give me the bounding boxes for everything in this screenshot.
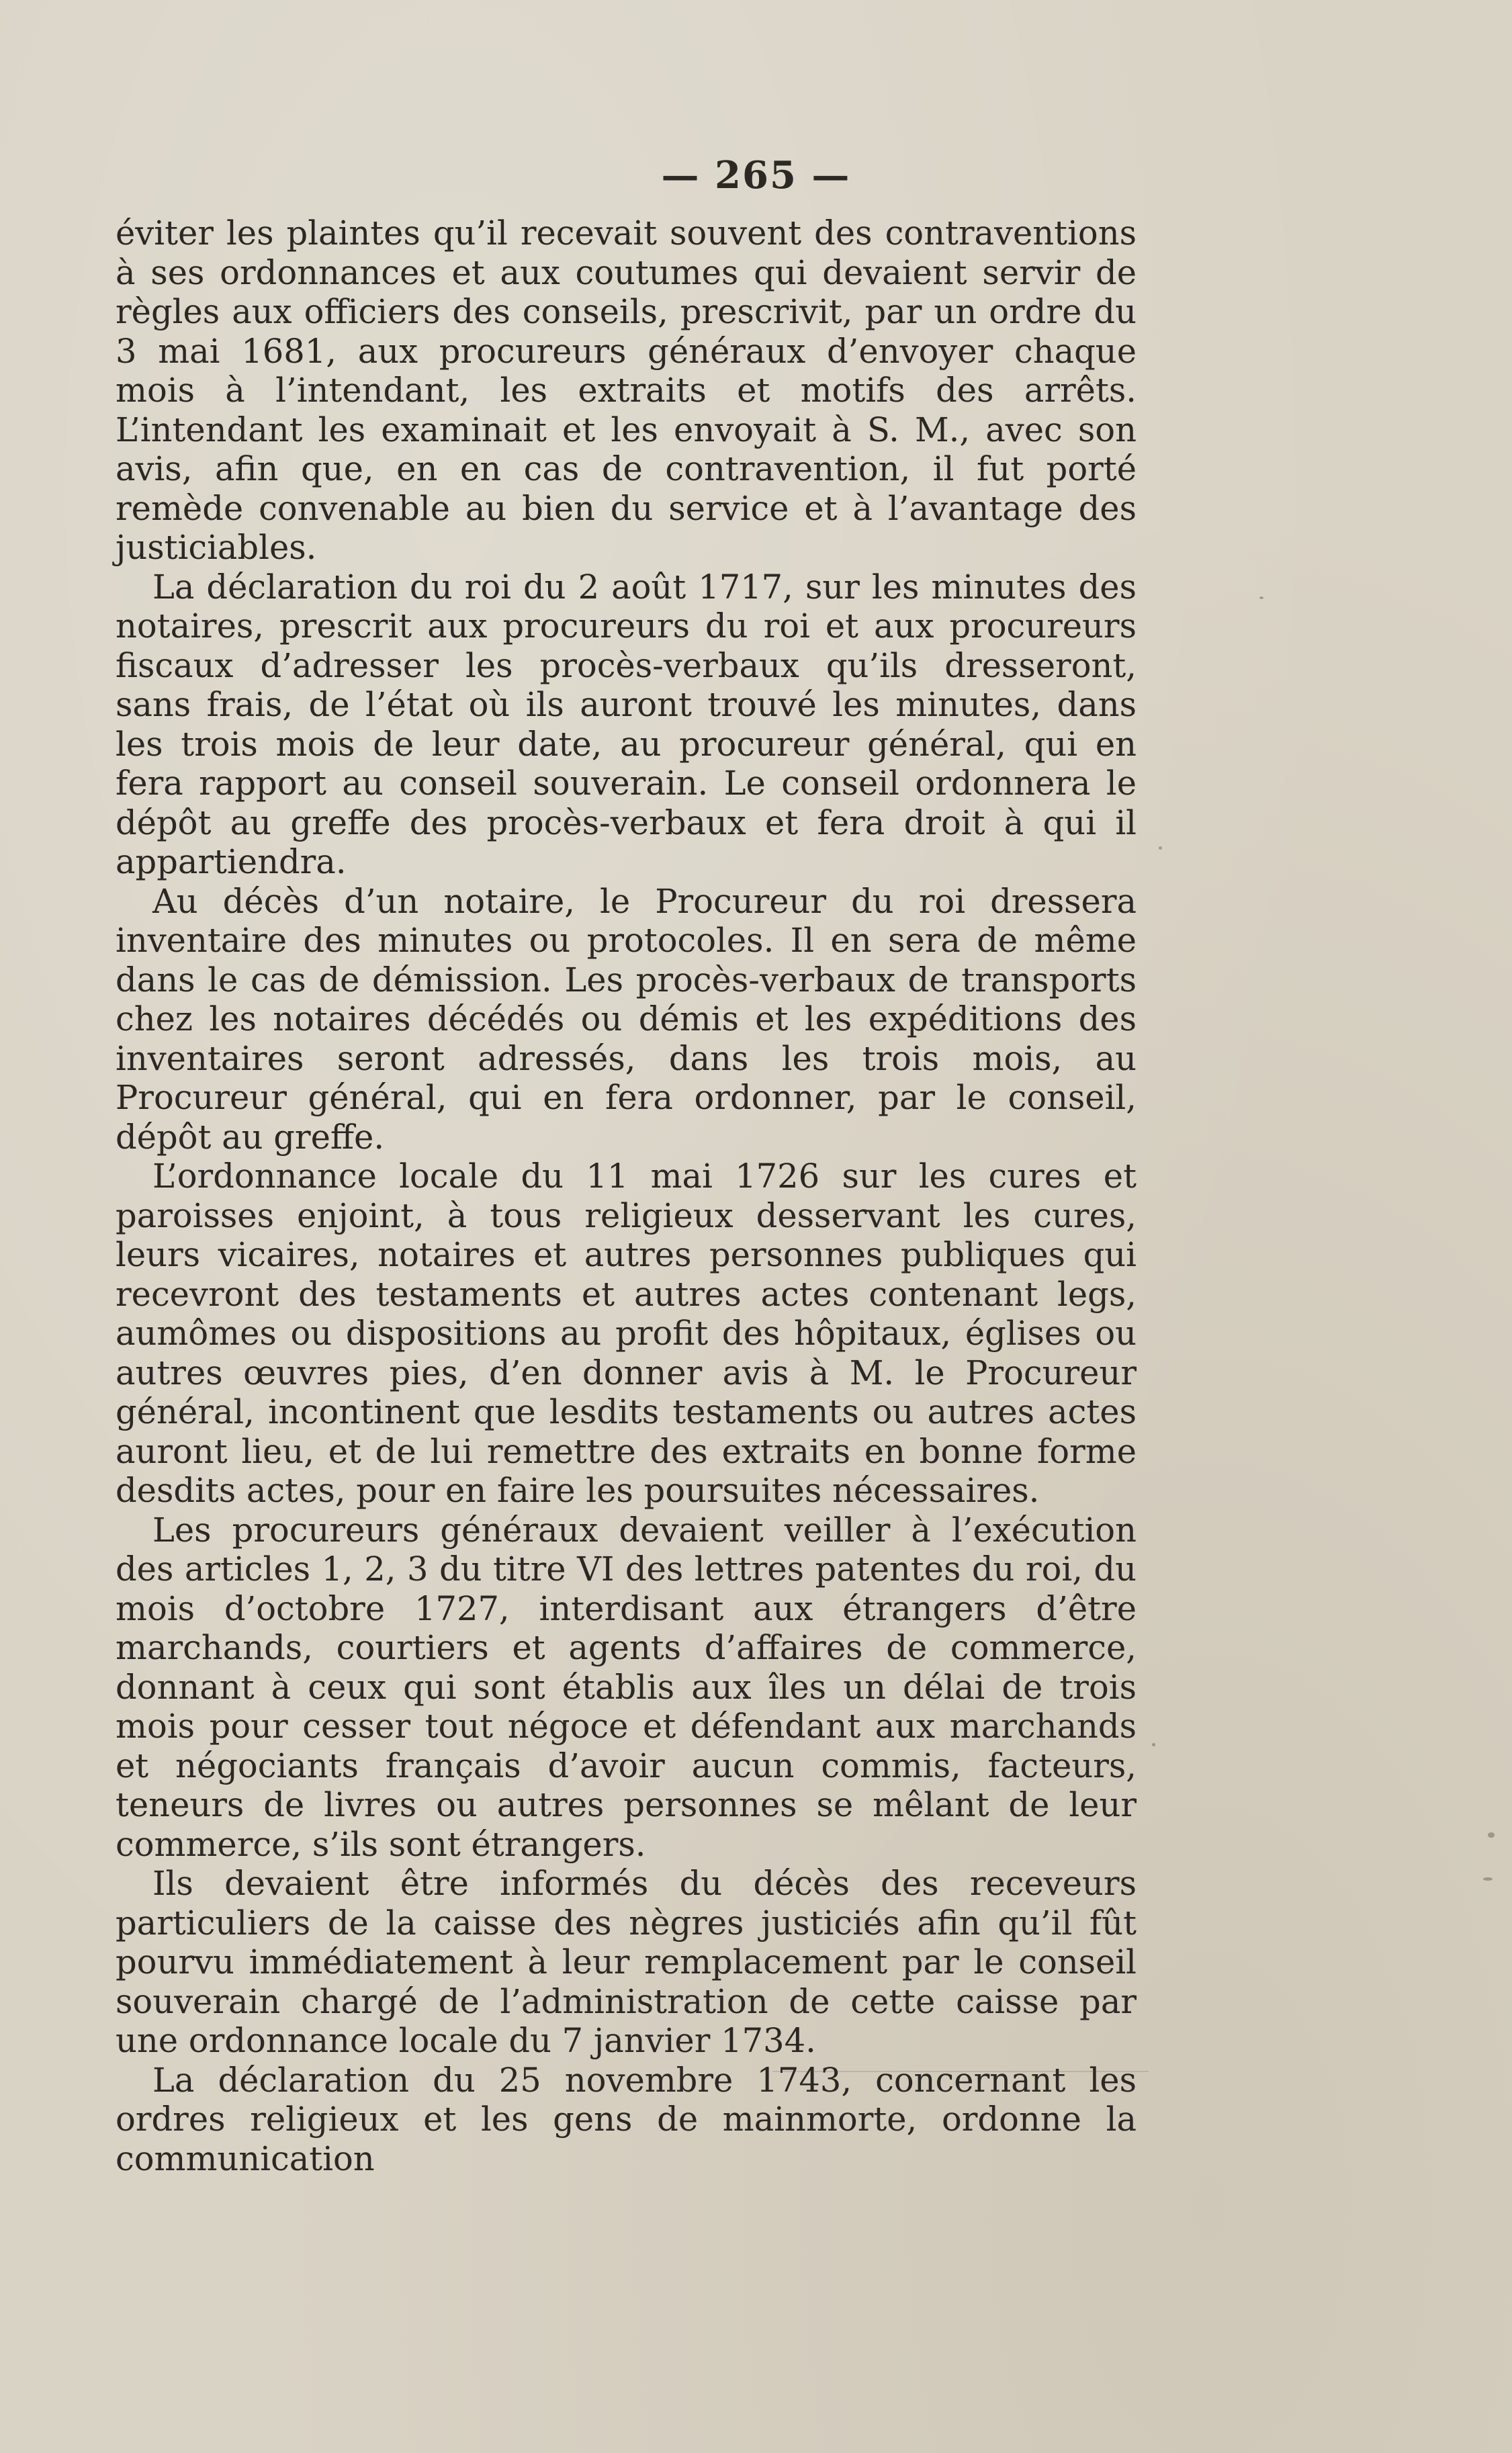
paper-speck: [1488, 1832, 1495, 1838]
paragraph-4: L’ordonnance locale du 11 mai 1726 sur les cures et paroisses enjoint, à tous religieux desservant les cures, leurs vicaires, notaires et autres personnes publiques qui recevront des testaments et autres actes contenant legs, aumômes ou dispositions au profit des hôpitaux, églises ou autres œuvres pies, d’en donner avis à M. le Procureur général, incontinent que lesdits testaments ou autres actes auront lieu, et de lui remettre des extraits en bonne forme desdits actes, pour en faire les poursuites nécessaires.: [116, 1157, 1137, 1510]
paragraph-5: Les procureurs généraux devaient veiller à l’exécution des articles 1, 2, 3 du titre VI des lettres patentes du roi, du mois d’octobre 1727, interdisant aux étrangers d’être marchands, courtiers et agents d’affaires de commerce, donnant à ceux qui sont établis aux îles un délai de trois mois pour cesser tout négoce et défendant aux marchands et négociants français d’avoir aucun commis, facteurs, teneurs de livres ou autres personnes se mêlant de leur commerce, s’ils sont étrangers.: [116, 1510, 1137, 1864]
faint-bottom-rule: [772, 2071, 1149, 2072]
body-text: [116, 214, 1137, 2178]
paper-speck: [1152, 1743, 1155, 1746]
paper-speck: [1483, 1877, 1493, 1881]
paragraph-2: La déclaration du roi du 2 août 1717, sur les minutes des notaires, prescrit aux procureurs du roi et aux procureurs fiscaux d’adresser les procès-verbaux qu’ils dresseront, sans frais, de l’état où ils auront trouvé les minutes, dans les trois mois de leur date, au procureur général, qui en fera rapport au conseil souverain. Le conseil ordonnera le dépôt au greffe des procès-verbaux et fera droit à qui il appartiendra.: [116, 567, 1137, 881]
paragraph-1: éviter les plaintes qu’il recevait souvent des contraventions à ses ordonnances et aux coutumes qui devaient servir de règles aux officiers des conseils, prescrivit, par un ordre du 3 mai 1681, aux procureurs généraux d’envoyer chaque mois à l’intendant, les extraits et motifs des arrêts. L’intendant les examinait et les envoyait à S. M., avec son avis, afin que, en en cas de contravention, il fut porté remède convenable au bien du service et à l’avantage des justiciables.: [116, 214, 1137, 567]
paragraph-6: Ils devaient être informés du décès des receveurs particuliers de la caisse des nègres justiciés afin qu’il fût pourvu immédiatement à leur remplacement par le conseil souverain chargé de l’administration de cette caisse par une ordonnance locale du 7 janvier 1734.: [116, 1864, 1137, 2060]
page-number: — 265 —: [661, 153, 851, 197]
paragraph-7: La déclaration du 25 novembre 1743, concernant les ordres religieux et les gens de mainmorte, ordonne la communication: [116, 2060, 1137, 2178]
paragraph-3: Au décès d’un notaire, le Procureur du roi dressera inventaire des minutes ou protocoles. Il en sera de même dans le cas de démission. Les procès-verbaux de transports chez les notaires décédés ou démis et les expéditions des inventaires seront adressés, dans les trois mois, au Procureur général, qui en fera ordonner, par le conseil, dépôt au greffe.: [116, 881, 1137, 1157]
paper-speck: [1259, 596, 1263, 599]
paper-speck: [1159, 846, 1162, 850]
